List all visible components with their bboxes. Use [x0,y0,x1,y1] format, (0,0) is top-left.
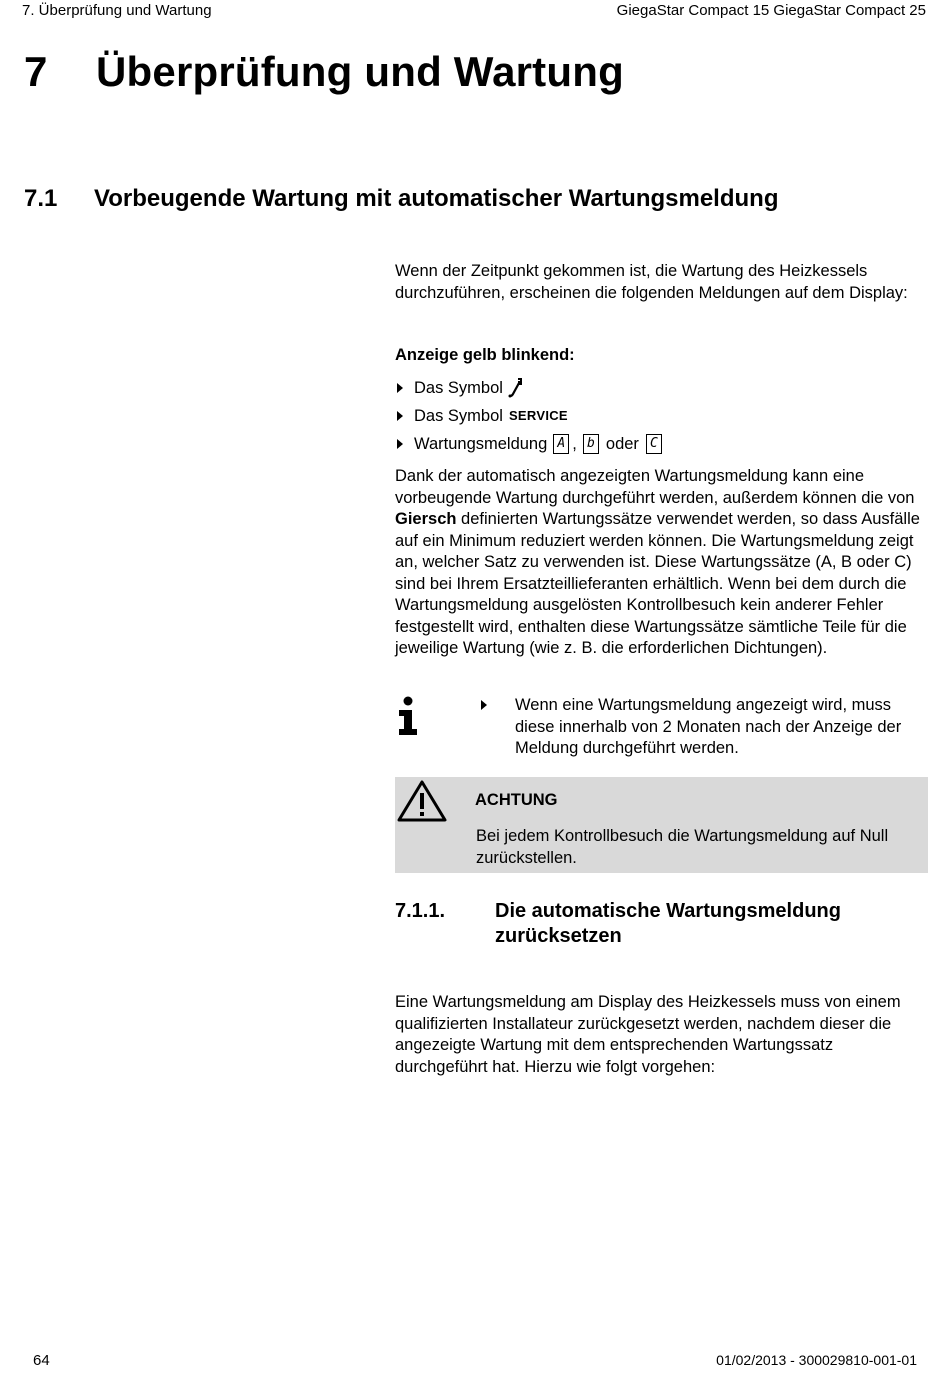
subsection-title [495,899,841,949]
brand-name: Giersch [395,510,457,528]
service-symbol: SERVICE [508,408,568,423]
subsection-title-line1: Die automatische Wartungsmeldung [495,900,841,922]
body-part1: Dank der automatisch angezeigten Wartungsmeldung kann eine vorbeugende Wartung durchgeführt werden, außerdem können die von [395,467,915,507]
body-part2: definierten Wartungssätze verwendet werden, so dass Ausfälle auf ein Minimum reduziert werden können. Die Wartungsmeldung zeigt an, welcher Satz zu verwenden ist. Diese Wartungssätze (A, B oder C) sind bei Ihrem Ersatzteillieferanten erhältlich. Wenn bei dem durch die Wartungsmeldung ausgelösten Kontrollbesuch kein anderer Fehler festgestellt wird, enthalten diese Wartungssätze sämtliche Teile für die jeweilige Wartung (wie z. B. die erforderlichen Dichtungen). [395,510,920,657]
bullet-text: Das Symbol [414,407,503,425]
info-note-text: Wenn eine Wartungsmeldung angezeigt wird, muss diese innerhalb von 2 Monaten nach der Anzeige der Meldung durchgeführt werden. [515,696,902,757]
subsection-title-line2: zurücksetzen [495,925,622,947]
warning-title: ACHTUNG [475,791,558,809]
section-title [24,185,778,213]
subsection-number: 7.1.1. [395,900,446,922]
reset-paragraph: Eine Wartungsmeldung am Display des Heizkessels muss von einem qualifizierten Installateur zurückgesetzt werden, nachdem dieser die angezeigte Wartung mit dem entsprechenden Wartungssatz durchgeführt hat. Hierzu wie folgt vorgehen: [395,993,901,1076]
display-code-a: A [553,434,569,454]
display-code-b: b [583,434,599,454]
bullet-service-symbol [397,405,568,427]
running-header-left: 7. Überprüfung und Wartung [22,2,212,19]
bullet-wrench-symbol [397,377,525,399]
comma: , [572,435,577,453]
document-reference: 01/02/2013 - 300029810-001-01 [716,1352,917,1368]
warning-text: Bei jedem Kontrollbesuch die Wartungsmeldung auf Null zurückstellen. [476,827,889,867]
body-paragraph [395,466,930,660]
chapter-title [24,48,624,96]
section-title-text: Vorbeugende Wartung mit automatischer Wartungsmeldung [94,185,779,212]
info-icon [396,696,420,736]
bullet-arrow-icon [481,700,487,710]
display-heading: Anzeige gelb blinkend: [395,346,575,364]
warning-triangle-icon [396,779,448,823]
intro-paragraph: Wenn der Zeitpunkt gekommen ist, die Wartung des Heizkessels durchzuführen, erscheinen die folgenden Meldungen auf dem Display: [395,262,908,302]
bullet-text: Wartungsmeldung [414,435,548,453]
chapter-number: 7 [24,48,48,95]
running-header-right: GiegaStar Compact 15 GiegaStar Compact 25 [616,2,926,19]
wrench-icon [507,377,525,399]
page-number: 64 [33,1352,50,1369]
display-code-c: C [646,434,662,454]
bullet-text: Das Symbol [414,379,503,397]
or-text: oder [605,435,639,453]
bullet-service-message [397,433,665,455]
section-number: 7.1 [24,185,58,212]
bullet-arrow-icon [397,439,403,449]
bullet-arrow-icon [397,411,403,421]
bullet-arrow-icon [397,383,403,393]
chapter-title-text: Überprüfung und Wartung [96,48,624,95]
